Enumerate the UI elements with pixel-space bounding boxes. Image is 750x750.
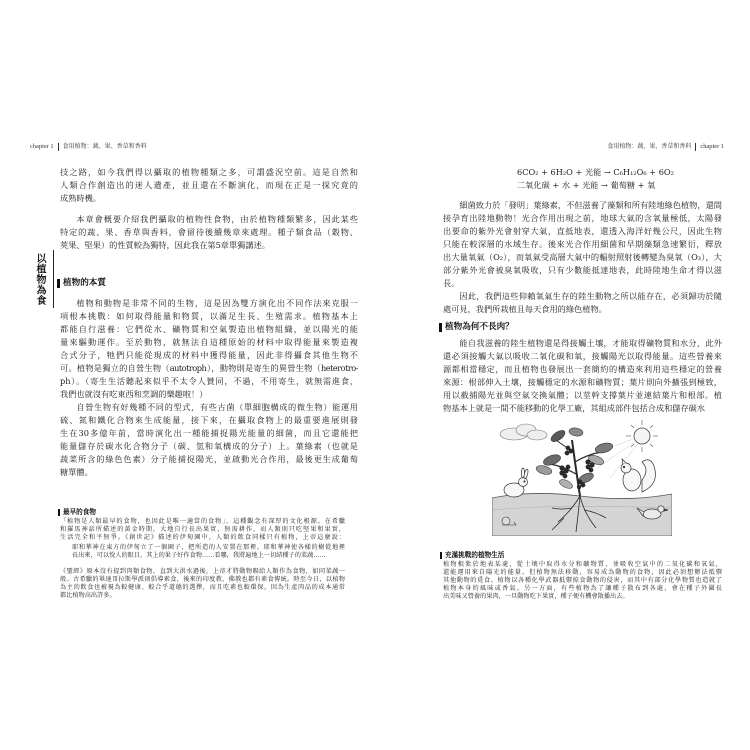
text-line: 長出來，可以悅人的眼目，其上的果子好作食物……看哪，我將遍地上一切結種子的菜蔬…… <box>72 552 326 559</box>
left-chapter-label: chapter 1 <box>30 143 54 150</box>
box-title-first-foods: 最早的食物 <box>63 508 96 516</box>
text-line: 接孕育出陸地動物！光合作用出現之前，地球大氣的含氧量極低，太陽發 <box>443 213 722 223</box>
illustration-stem <box>550 440 602 496</box>
text-line: 般。古希臘的畢達哥拉斯學派則倡導素食，後來的印度教、佛教也都有素食傳統。時至今日，以植物 <box>60 576 345 583</box>
text-line: 《聖經》原本沒有提到肉類食物，直到大洪水過後，上帝才將動物賜給人類作為食物，如同菜蔬一 <box>60 568 345 575</box>
illustration-rabbit <box>504 468 529 497</box>
right-chapter-label: chapter 1 <box>700 143 724 150</box>
text-line: 和羅馬神話所描述的黃金時期，大地自行長出果實，無需耕作，而人類則只吃堅果和果實， <box>60 526 345 533</box>
section-heading-plant-nature: 植物的本質 <box>63 278 106 288</box>
box-title-plant-life: 充滿挑戰的植物生活 <box>445 551 505 559</box>
header-separator <box>58 143 59 151</box>
text-line: 成熟時機。 <box>60 193 101 203</box>
right-chapter-title: 食用植物：蔬、果、香草和香料 <box>607 143 692 150</box>
text-line: 源都相當穩定，而且植物也發展出一套簡約的構造來利用這些穩定的營養 <box>443 364 722 374</box>
text-line: 還必須接觸大氣以吸收二氧化碳和氧，接觸陽光以取得能量。這些營養來 <box>443 351 722 361</box>
text-line: 硫、氮和鐵化合物來生成能量，接下來，在攝取食物上的最重要進展則發 <box>60 415 358 425</box>
text-line: 為主的飲食也被視為較健康、較合乎道德的選擇，而且吃素也較環保，因為生產肉品的成本通常 <box>60 584 345 591</box>
text-line: 量來驅動運作。至於動物，就無法自這種原始的材料中取得能量來製造複 <box>60 337 358 347</box>
text-line: ph）。（寄生生活聽起來似乎不太令人贊同，不過，不用寄生，就無需進食， <box>60 376 358 386</box>
right-paragraph-thanks <box>443 290 722 316</box>
left-paragraph-nature <box>60 297 358 401</box>
text-line: 自營生物有好幾種不同的型式，有些古菌（單細胞構成的微生物）能運用 <box>76 402 358 412</box>
text-line: 能自我滋養的陸生植物還是得接觸土壤，才能取得礦物質和水分，此外 <box>459 338 722 348</box>
text-line: 處可見，我們所栽植且每天食用的綠色植物。 <box>443 304 607 314</box>
section-heading-why-no-meat: 植物為何不長肉？ <box>445 322 514 332</box>
box-first-foods-text-2 <box>60 568 345 600</box>
text-line: 用以截捕陽光並與空氣交換氣體；以莖幹支撐葉片並連結葉片和根部。植 <box>443 390 722 400</box>
section-marker <box>57 279 60 288</box>
text-line: 出大量氧氣（O₂），而氧氣受高層大氣中的輻射照射後轉變為臭氧（O₃），大 <box>443 252 722 262</box>
text-line: 植物根紮於地表某處，從土壤中取得水分和礦物質，並吸收空氣中的二氧化碳和氧氣， <box>443 561 722 568</box>
text-line: 可。植物是獨立的自營生物（autotroph），動物則是寄生的異營生物（heterotro- <box>60 363 358 373</box>
text-line: 本章會概要介紹我們攝取的植物性食物，由於植物種類繁多，因此某些 <box>76 214 358 224</box>
text-line: 因此，我們這些仰賴氧氣生存的陸生動物之所以能存在，必須歸功於隨 <box>459 291 722 301</box>
text-line: 植物本身的風味或香氣。另一方面，有些植物為了讓種子散布到各處，會在種子外圍長 <box>443 585 722 592</box>
right-paragraph-why <box>443 337 722 415</box>
side-title-rule <box>53 250 54 308</box>
right-paragraph-bacteria <box>443 199 722 290</box>
illustration-cloud <box>500 424 547 440</box>
left-paragraph-scope <box>60 213 358 252</box>
text-line: 還能運用來自陽光的能量。但植物無法移動，容易成為動物的食物，因此必須想辦法抵禦 <box>443 569 722 576</box>
text-line: 合式分子，牠們只能從現成的材料中獲得能量，因此非得攝食其他生物不 <box>60 350 358 360</box>
right-running-header <box>607 142 724 152</box>
text-line: 物基本上就是一間不能移動的化學工廠，其組成部件包括合成和儲存碳水 <box>443 403 706 413</box>
section-marker <box>439 323 442 332</box>
text-line: 植物和動物是非常不同的生物，這是因為雙方演化出不同作法來克服一 <box>76 298 358 308</box>
text-line: 只能在較深層的水域生存。後來光合作用細菌和早期藻類急速繁衍，釋放 <box>443 239 722 249</box>
text-line: 來源：根部伸入土壤，接觸穩定的水源和礦物質；葉片則向外擴張到極致， <box>443 377 722 387</box>
left-chapter-title: 食用植物：蔬、果、香草和香料 <box>62 143 147 150</box>
text-line: 出美味又營養的果肉，一旦動物吃下果實，種子便有機會散播出去。 <box>443 593 629 600</box>
text-line: 技之路，如今我們得以攝取的植物種類之多，可謂盛況空前。這是自然和 <box>60 167 358 177</box>
box-marker <box>58 509 60 516</box>
text-line: 莢果、堅果）的性質較為獨特，因此我在第5章單獨講述。 <box>60 240 270 250</box>
box-first-foods-quote <box>72 544 345 560</box>
text-line: 特定的蔬、果、香草與香料，會留待後續幾章來處理。種子類食品（穀物、 <box>60 227 358 237</box>
text-line: 其他動物的覓食。植物以各種化學武器抵禦掠食動物的侵害，而其中有部分化學物質也造就了 <box>443 577 722 584</box>
illustration-squirrel <box>621 459 656 492</box>
header-separator <box>695 143 696 151</box>
text-line: 耶和華神在東方的伊甸立了一個園子，把所造的人安置在那裡。耶和華神使各樣的樹從地裡 <box>72 544 345 551</box>
text-line: 部分紫外光會被臭氧吸收，只有少數能抵達地表，此時陸地生命才得以滋 <box>443 265 722 275</box>
text-line: 生在30多億年前，當時演化出一種能捕捉陽光能量的細菌，而且它還能把 <box>60 428 358 438</box>
box-plant-life-text <box>443 561 722 601</box>
left-paragraph-intro <box>60 166 358 205</box>
left-paragraph-autotroph <box>60 401 358 479</box>
text-line: 項根本挑戰：如何取得能量和物質，以滿足生長、生殖需求。植物基本上 <box>60 311 358 321</box>
box-marker <box>440 552 442 559</box>
text-line: 我們也就沒有吃東西和烹調的樂趣啦！） <box>60 389 208 399</box>
text-line: 都能自行滋養：它們從水、礦物質和空氣製造出植物組織，並以陽光的能 <box>60 324 358 334</box>
text-line: 糖單體。 <box>60 467 93 477</box>
text-line: 細菌致力於「發明」葉綠素，不但滋養了藻類和所有陸地綠色植物，還間 <box>459 200 722 210</box>
photosynthesis-formula-words: 二氧化碳 + 水 + 光能 → 葡萄糖 + 氧 <box>517 180 656 190</box>
text-line: 能量儲存於碳水化合物分子（碳、氫和氧構成的分子）上。葉綠素（也就是 <box>60 441 358 451</box>
text-line: 都比植物高出許多。 <box>60 592 116 599</box>
text-line: 長。 <box>443 278 460 288</box>
text-line: 「植物是人類最早的食物，也因此是唯一適當的食物」，這種觀念有深厚的文化根源。在希臘 <box>60 518 345 525</box>
text-line: 出要命的紫外光會射穿大氣，直抵地表，還透入海洋好幾公尺，因此生物 <box>443 226 722 236</box>
plant-illustration <box>492 418 672 536</box>
text-line: 生活完全和平無爭。《創世記》描述的伊甸園中，人類的飲食同樣只有植物，上帝這麼說： <box>60 534 345 541</box>
photosynthesis-formula: 6CO₂ + 6H₂O + 光能 → C₆H₁₂O₆ + 6O₂ <box>517 167 674 177</box>
box-first-foods-text <box>60 518 345 542</box>
chapter-side-title: 以植物為食 <box>34 253 45 306</box>
left-running-header <box>30 142 147 152</box>
text-line: 蔬菜所含的綠色色素）分子能捕捉陽光，並啟動光合作用，最後更生成葡萄 <box>60 454 358 464</box>
text-line: 人類合作創造出的迷人遺產，並且還在不斷演化，而現在正是一探究竟的 <box>60 180 358 190</box>
